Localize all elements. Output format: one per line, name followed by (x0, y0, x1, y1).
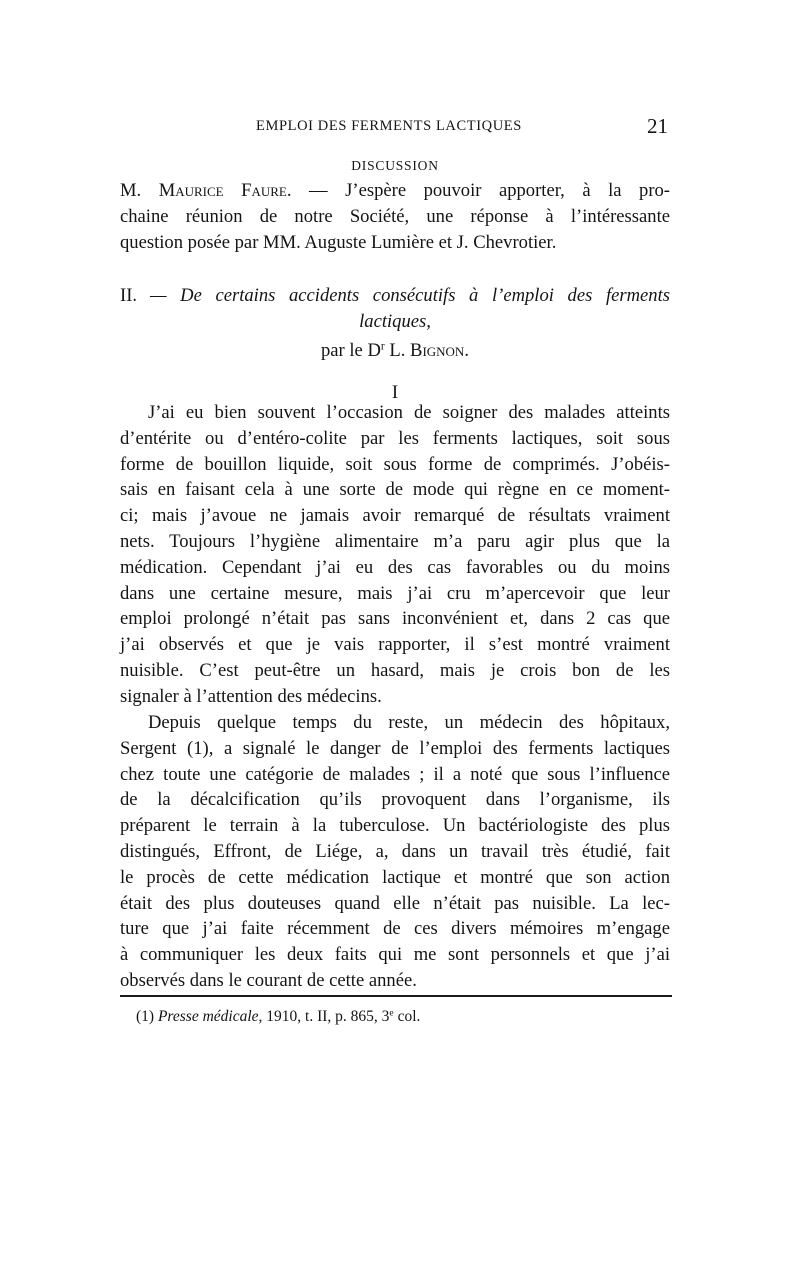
footnote (136, 1008, 420, 1026)
article-title-line-2: lactiques, (359, 311, 431, 332)
paragraph-line: j’ai observés et que je vais rapporter, il s’est montré vraiment (120, 634, 670, 656)
paragraph-line: de la décalcification qu’ils provoquent dans l’organisme, ils (120, 789, 670, 811)
paragraph-line: ture que j’ai faite récemment de ces divers mémoires m’engage (120, 918, 670, 940)
paragraph-line: nuisible. C’est peut-être un hasard, mais je crois bon de les (120, 659, 670, 681)
paragraph-line: préparent le terrain à la tuberculose. Un bactériologiste des plus (120, 815, 670, 837)
paragraph-line: J’ai eu bien souvent l’occasion de soigner des malades atteints (148, 402, 670, 423)
footnote-details: , 1910, t. II, p. 865, 3 (258, 1008, 390, 1025)
footnote-source: Presse médicale (157, 1008, 259, 1025)
part-number: I (391, 382, 399, 403)
footnote-superscript: e (389, 1007, 394, 1019)
paragraph-line: signaler à l’attention des médecins. (120, 685, 382, 707)
paragraph-line: Depuis quelque temps du reste, un médecin des hôpitaux, (148, 712, 670, 733)
footnote-suffix: col. (393, 1008, 421, 1025)
paragraph-line: forme de bouillon liquide, soit sous forme de comprimés. J’obéis- (120, 453, 670, 475)
paragraph-line: sais en faisant cela à une sorte de mode qui règne en ce moment- (120, 479, 670, 501)
paragraph-line: distingués, Effront, de Liége, a, dans un travail très étudié, fait (120, 840, 670, 862)
paragraph-line: chez toute une catégorie de malades ; il a noté que sous l’influence (120, 763, 670, 785)
discussion-heading: DISCUSSION (351, 158, 439, 173)
discussion-line-2: chaine réunion de notre Société, une réponse à l’intéressante (120, 205, 670, 227)
paragraph-line: le procès de cette médication lactique et montré que son action (120, 866, 670, 888)
author-name: L. Bignon. (384, 340, 469, 361)
paragraph-line: observés dans le courant de cette année. (120, 969, 417, 991)
running-title: EMPLOI DES FERMENTS LACTIQUES (256, 118, 522, 134)
paragraph-line: était des plus douteuses quand elle n’était pas nuisible. La lec- (120, 892, 670, 914)
body-paragraph-1 (120, 400, 670, 710)
paragraph-line: ci; mais j’avoue ne jamais avoir remarqué de résultats vraiment (120, 505, 670, 527)
article-title-line-1: — De certains accidents consécutifs à l’emploi des ferments (150, 285, 670, 306)
speaker-name: M. Maurice Faure. (120, 180, 292, 201)
page-number: 21 (647, 114, 668, 138)
article-number: II. (120, 285, 138, 306)
paragraph-line: à communiquer les deux faits qui me sont personnels et que j’ai (120, 944, 670, 966)
paragraph-line: médication. Cependant j’ai eu des cas favorables ou du moins (120, 556, 670, 578)
footnote-divider (120, 995, 672, 997)
running-head (120, 114, 670, 140)
paragraph-line: emploi prolongé n’était pas sans inconvénient et, dans 2 cas que (120, 608, 670, 630)
paragraph-line: nets. Toujours l’hygiène alimentaire m’a paru agir plus que la (120, 530, 670, 552)
byline-prefix: par le D (321, 340, 381, 361)
paragraph-line: d’entérite ou d’entéro-colite par les ferments lactiques, soit sous (120, 427, 670, 449)
paragraph-line: dans une certaine mesure, mais j’ai cru m’apercevoir que leur (120, 582, 670, 604)
discussion-paragraph (120, 178, 670, 255)
footnote-marker: (1) (136, 1008, 158, 1025)
paragraph-line: Sergent (1), a signalé le danger de l’emploi des ferments lactiques (120, 737, 670, 759)
discussion-text-1: — J’espère pouvoir apporter, à la pro- (291, 180, 671, 201)
byline (120, 340, 670, 362)
byline-superscript: r (380, 340, 385, 353)
discussion-line-1 (120, 178, 670, 204)
body-paragraph-2 (120, 710, 670, 994)
discussion-line-3: question posée par MM. Auguste Lumière et J. Chevrotier. (120, 231, 557, 253)
